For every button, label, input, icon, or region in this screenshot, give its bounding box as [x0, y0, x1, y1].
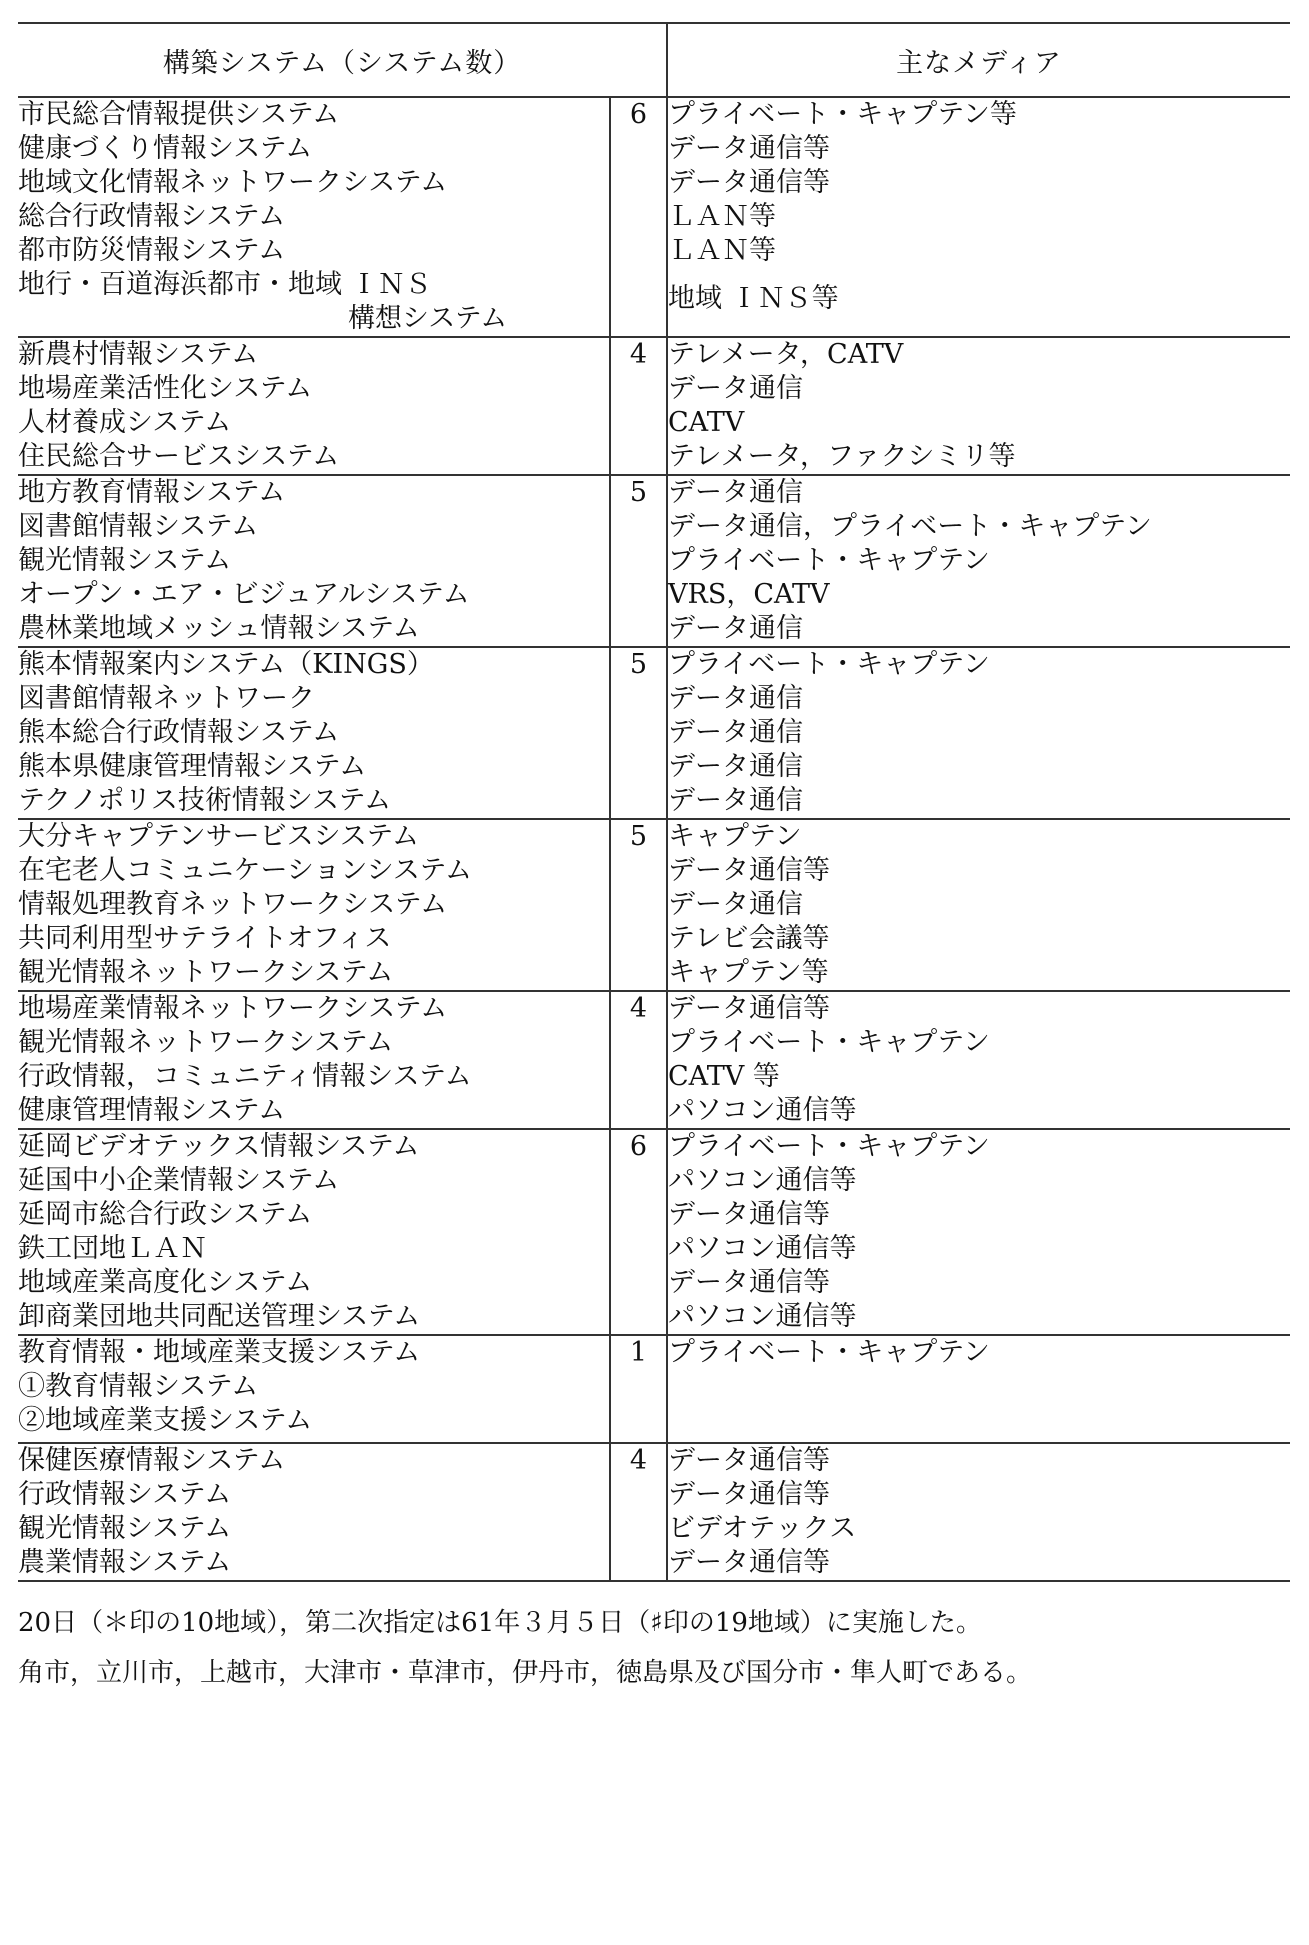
system-name: 観光情報システム — [18, 545, 232, 576]
table-row — [18, 1443, 1290, 1581]
system-name: 行政情報システム — [18, 1479, 232, 1510]
system-name: 熊本情報案内システム（KINGS） — [18, 649, 434, 680]
media-cell — [667, 991, 1290, 1129]
system-count: 5 — [610, 475, 667, 647]
systems-cell — [18, 97, 610, 337]
system-name: ②地域産業支援システム — [18, 1405, 313, 1436]
media-name: データ通信，プライベート・キャプテン — [668, 511, 1152, 542]
system-count: 6 — [610, 1129, 667, 1335]
media-cell — [667, 647, 1290, 819]
footer-line-1: 20日（＊印の10地域），第二次指定は61年３月５日（♯印の19地域）に実施した。 — [18, 1608, 982, 1638]
table-row — [18, 475, 1290, 647]
system-name: ①教育情報システム — [18, 1371, 259, 1402]
system-name: 情報処理教育ネットワークシステム — [18, 889, 448, 920]
systems-table — [18, 22, 1290, 1582]
system-name: 人材養成システム — [18, 407, 232, 438]
system-count: 6 — [610, 97, 667, 337]
media-name: データ通信 — [668, 373, 804, 404]
table-row — [18, 1335, 1290, 1443]
media-name: パソコン通信等 — [668, 1165, 857, 1196]
table-header-row — [18, 23, 1290, 97]
system-name: 地行・百道海浜都市・地域 ＩＮＳ — [18, 269, 432, 300]
system-name: 農業情報システム — [18, 1547, 232, 1578]
system-name: 在宅老人コミュニケーションシステム — [18, 855, 473, 886]
system-name: 熊本県健康管理情報システム — [18, 751, 367, 782]
system-name: 総合行政情報システム — [18, 201, 286, 232]
system-name: 保健医療情報システム — [18, 1445, 286, 1476]
systems-cell — [18, 1129, 610, 1335]
media-name: パソコン通信等 — [668, 1233, 857, 1264]
table-row — [18, 1129, 1290, 1335]
media-name: データ通信等 — [668, 855, 831, 886]
header-media: 主なメディア — [667, 23, 1290, 97]
media-name: データ通信 — [668, 683, 804, 714]
system-name: 観光情報ネットワークシステム — [18, 957, 394, 988]
media-cell — [667, 1335, 1290, 1443]
header-systems: 構築システム（システム数） — [18, 23, 667, 97]
system-count: 4 — [610, 991, 667, 1129]
system-name: 延国中小企業情報システム — [18, 1165, 340, 1196]
media-name: CATV — [668, 407, 745, 438]
media-name: ＬＡＮ等 — [668, 235, 777, 266]
system-count: 4 — [610, 337, 667, 475]
system-name: 観光情報システム — [18, 1513, 232, 1544]
systems-cell — [18, 647, 610, 819]
system-name: 図書館情報ネットワーク — [18, 683, 315, 714]
media-name: データ通信等 — [668, 1479, 831, 1510]
system-name: 大分キャプテンサービスシステム — [18, 821, 419, 852]
media-cell — [667, 337, 1290, 475]
table-row — [18, 991, 1290, 1129]
media-name: テレメータ，ファクシミリ等 — [668, 441, 1016, 472]
system-name: オープン・エア・ビジュアルシステム — [18, 579, 470, 610]
system-name: 市民総合情報提供システム — [18, 99, 340, 130]
media-name: データ通信等 — [668, 133, 831, 164]
media-name: キャプテン — [668, 821, 802, 852]
media-name: キャプテン等 — [668, 957, 829, 988]
media-name: CATV 等 — [668, 1061, 780, 1092]
media-name: データ通信 — [668, 751, 804, 782]
system-name: 共同利用型サテライトオフィス — [18, 923, 392, 954]
table-row — [18, 819, 1290, 991]
systems-cell — [18, 475, 610, 647]
systems-cell — [18, 1335, 610, 1443]
media-name: データ通信 — [668, 785, 804, 816]
media-name: テレビ会議等 — [668, 923, 830, 954]
system-name: 都市防災情報システム — [18, 235, 286, 266]
system-name: 延岡市総合行政システム — [18, 1199, 313, 1230]
system-name: 熊本総合行政情報システム — [18, 717, 340, 748]
media-name: テレメータ，CATV — [668, 339, 904, 370]
system-name: 行政情報，コミュニティ情報システム — [18, 1061, 472, 1092]
media-cell — [667, 97, 1290, 337]
media-name: プライベート・キャプテン — [668, 545, 990, 576]
system-name: 教育情報・地域産業支援システム — [18, 1337, 421, 1368]
media-name: データ通信等 — [668, 167, 831, 198]
system-name: 観光情報ネットワークシステム — [18, 1027, 394, 1058]
media-name: データ通信等 — [668, 1445, 831, 1476]
media-name: データ通信 — [668, 717, 804, 748]
systems-cell — [18, 991, 610, 1129]
systems-cell — [18, 1443, 610, 1581]
system-count: 5 — [610, 819, 667, 991]
system-name: 地場産業活性化システム — [18, 373, 313, 404]
system-name: 新農村情報システム — [18, 339, 259, 370]
media-name: プライベート・キャプテン — [668, 1337, 990, 1368]
system-name: 延岡ビデオテックス情報システム — [18, 1131, 420, 1162]
media-cell — [667, 819, 1290, 991]
system-name: 鉄工団地ＬＡＮ — [18, 1233, 207, 1264]
document-page — [18, 22, 1290, 1698]
media-name: VRS，CATV — [668, 579, 830, 610]
table-row — [18, 97, 1290, 337]
media-name: データ通信 — [668, 613, 804, 644]
media-name: データ通信等 — [668, 1547, 831, 1578]
system-name: 地方教育情報システム — [18, 477, 286, 508]
system-count: 4 — [610, 1443, 667, 1581]
footer-line-2: 角市，立川市，上越市，大津市・草津市，伊丹市，徳島県及び国分市・隼人町である。 — [18, 1658, 1033, 1688]
media-cell — [667, 1129, 1290, 1335]
media-name: プライベート・キャプテン — [668, 1131, 990, 1162]
system-name: 地場産業情報ネットワークシステム — [18, 993, 448, 1024]
system-name: 健康づくり情報システム — [18, 133, 313, 164]
footer-text — [18, 1598, 1290, 1698]
table-row — [18, 647, 1290, 819]
media-name: データ通信 — [668, 477, 804, 508]
system-name: 住民総合サービスシステム — [18, 441, 340, 472]
media-name: パソコン通信等 — [668, 1301, 857, 1332]
system-name: 構想システム — [348, 303, 508, 334]
systems-cell — [18, 819, 610, 991]
system-name: 健康管理情報システム — [18, 1095, 286, 1126]
system-name: 地域文化情報ネットワークシステム — [18, 167, 448, 198]
media-name: ＬＡＮ等 — [668, 201, 777, 232]
media-name: プライベート・キャプテン等 — [668, 99, 1017, 130]
system-count: 5 — [610, 647, 667, 819]
media-name: データ通信 — [668, 889, 804, 920]
media-cell — [667, 1443, 1290, 1581]
media-name: プライベート・キャプテン — [668, 1027, 990, 1058]
system-count: 1 — [610, 1335, 667, 1443]
system-name: 卸商業団地共同配送管理システム — [18, 1301, 421, 1332]
systems-cell — [18, 337, 610, 475]
table-body — [18, 97, 1290, 1581]
media-name: データ通信等 — [668, 993, 831, 1024]
media-name: プライベート・キャプテン — [668, 649, 990, 680]
system-name: 図書館情報システム — [18, 511, 259, 542]
system-name: 農林業地域メッシュ情報システム — [18, 613, 420, 644]
media-name: 地域 ＩＮＳ等 — [668, 283, 839, 314]
media-cell — [667, 475, 1290, 647]
system-name: テクノポリス技術情報システム — [18, 785, 392, 816]
media-name: データ通信等 — [668, 1199, 831, 1230]
table-row — [18, 337, 1290, 475]
system-name: 地域産業高度化システム — [18, 1267, 313, 1298]
media-name: ビデオテックス — [668, 1513, 857, 1544]
media-name: パソコン通信等 — [668, 1095, 857, 1126]
media-name: データ通信等 — [668, 1267, 831, 1298]
